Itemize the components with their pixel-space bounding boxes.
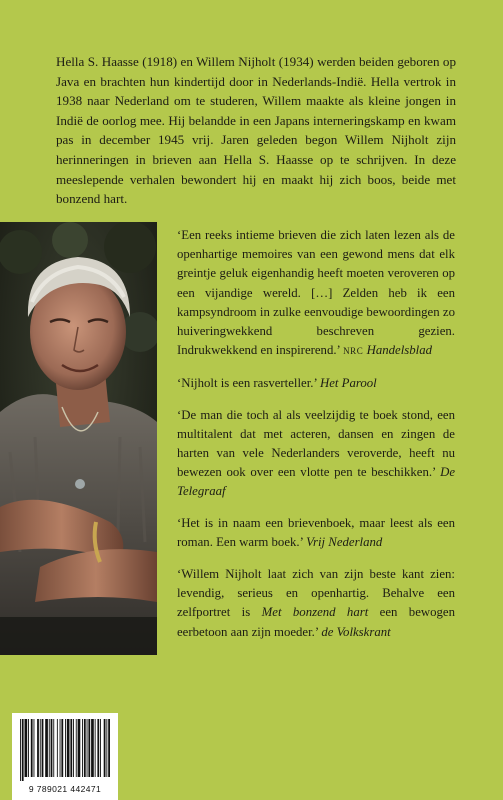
barcode-bar <box>104 719 106 777</box>
quote-source: Het Parool <box>319 375 377 390</box>
barcode-bar <box>20 719 21 781</box>
barcode-bar <box>73 719 74 777</box>
quote-text: ‘Een reeks intieme brieven die zich laten lezen als de openhartige memoires van een gewond mens dat elk greintje geluk eigenhandig heeft moeten veroveren op een vijandige wereld. […] Zelden heb ik een kampsyndroom in zulke eenvoudige bewoordingen zo huiveringwekkend beschreven gezien. Indrukwekkend en inspirerend.’ <box>177 228 455 358</box>
barcode-bar <box>60 719 61 777</box>
barcode-bar <box>70 719 72 777</box>
isbn-barcode <box>12 713 118 800</box>
barcode-bar <box>82 719 83 777</box>
review-quote <box>177 374 455 393</box>
quote-text: ‘Willem Nijholt laat zich van zijn beste kant zien: levendig, serieus en openhartig. Behalve een zelfportret is <box>177 567 455 620</box>
author-photo <box>0 222 157 655</box>
barcode-bar <box>87 719 88 777</box>
quote-text: een bewogen eerbetoon aan zijn moeder.’ <box>177 605 455 639</box>
barcode-bar <box>76 719 77 777</box>
quote-source: de Volkskrant <box>321 624 391 639</box>
barcode-bar <box>78 719 81 777</box>
quote-text: ‘De man die toch al als veelzijdig te boek stond, een multitalent dat met acteren, dansen en zingen de harten van vele Nederlanders veroverde, heeft nu bewezen ook over een vlotte pen te beschikken.’ <box>177 407 455 480</box>
barcode-bar <box>84 719 86 777</box>
quote-source-prefix: NRC <box>343 346 364 357</box>
barcode-bar <box>108 719 110 777</box>
review-quotes <box>177 226 455 654</box>
barcode-bar <box>42 719 44 777</box>
quote-source: Vrij Nederland <box>306 535 383 550</box>
quote-source: Handelsblad <box>366 343 432 358</box>
barcode-bar <box>91 719 94 777</box>
barcode-bars <box>12 713 118 781</box>
barcode-bar <box>100 719 101 777</box>
review-quote <box>177 406 455 502</box>
barcode-bar <box>97 719 99 777</box>
barcode-bar <box>37 719 39 777</box>
quote-source: De Telegraaf <box>177 465 455 499</box>
barcode-bar <box>88 719 90 777</box>
back-cover-blurb: Hella S. Haasse (1918) en Willem Nijholt (1934) werden beiden geboren op Java en brachten hun kindertijd door in Nederlands-Indië. Hella vertrok in 1938 naar Nederland om te studeren, Willem maakte als kleine jongen in Indië de oorlog mee. Hij belandde in een Japans interneringskamp en kwam pas in december 1945 vrij. Jaren geleden begon Willem Nijholt zijn herinneringen in brieven aan Hella S. Haasse op te schrijven. In deze meeslepende verhalen bewondert hij en maakt hij zich boos, beide met bonzend hart. <box>56 54 456 207</box>
review-quote <box>177 226 455 361</box>
quote-text: ‘Het is in naam een brievenboek, maar leest als een roman. Een warm boek.’ <box>177 516 455 550</box>
isbn-number: 9 789021 442471 <box>28 784 102 794</box>
barcode-bar <box>40 719 41 777</box>
barcode-bar <box>45 719 48 777</box>
barcode-bar <box>65 719 66 777</box>
barcode-bar <box>22 719 24 781</box>
quote-text: ‘Nijholt is een rasverteller.’ <box>177 375 317 390</box>
barcode-bar <box>61 719 63 777</box>
barcode-bar <box>95 719 96 777</box>
barcode-bar <box>34 719 35 777</box>
barcode-bar <box>28 719 29 777</box>
barcode-bar <box>25 719 28 777</box>
barcode-bar <box>67 719 70 777</box>
barcode-bar <box>51 719 53 777</box>
review-quote <box>177 565 455 642</box>
barcode-bar <box>53 719 54 777</box>
barcode-bar <box>31 719 33 777</box>
barcode-bar <box>57 719 58 777</box>
barcode-bar <box>49 719 50 777</box>
barcode-bar <box>106 719 107 777</box>
review-quote <box>177 514 455 552</box>
book-title: Met bonzend hart <box>261 605 369 620</box>
